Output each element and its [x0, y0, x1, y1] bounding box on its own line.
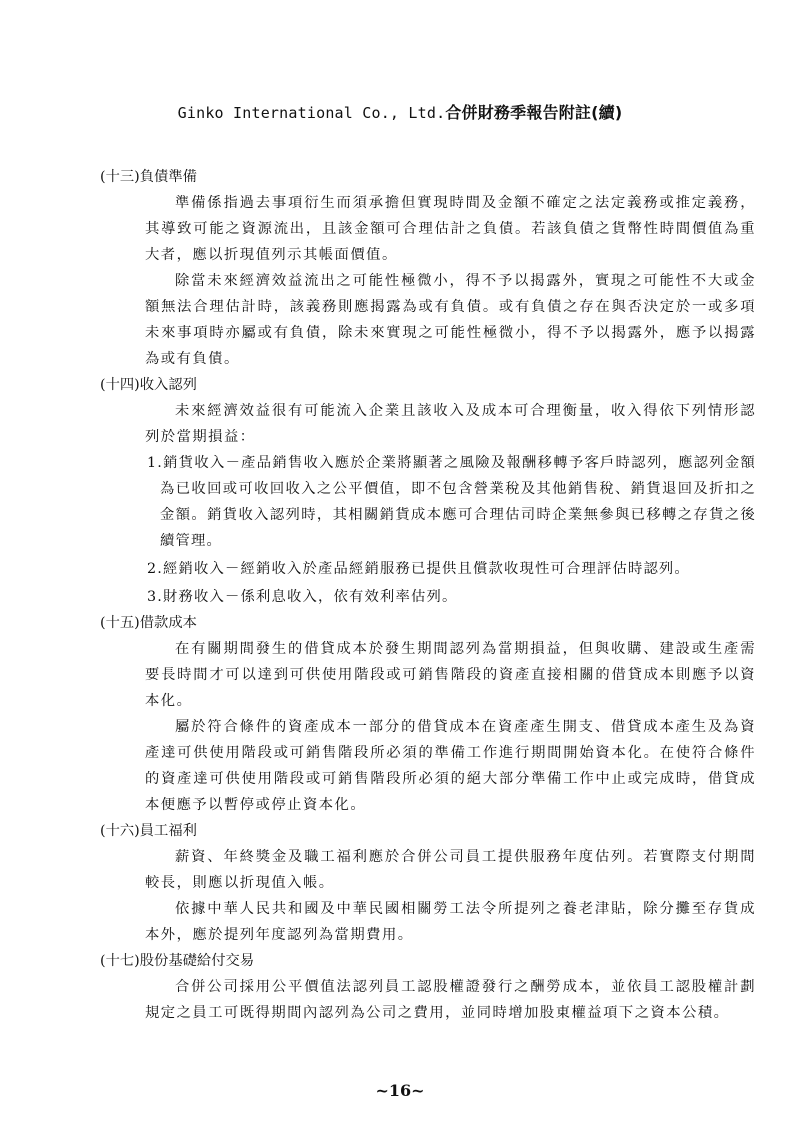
page-header [0, 100, 800, 123]
paragraph: 準備係指過去事項衍生而須承擔但實現時間及金額不確定之法定義務或推定義務，其導致可能之資源流出，且該金額可合理估計之負債。若該負債之貨幣性時間價值為重大者，應以折現值列示其帳面價值。 [145, 195, 756, 263]
section-borrowing-costs [100, 610, 756, 818]
section-provisions [100, 164, 756, 372]
paragraph: 薪資、年終獎金及職工福利應於合併公司員工提供服務年度估列。若實際支付期間較長，則應以折現值入帳。 [145, 849, 756, 891]
header-title: 合併財務季報告附註(續) [445, 103, 623, 122]
list-item: 1.銷貨收入－產品銷售收入應於企業將顯著之風險及報酬移轉予客戶時認列，應認列金額為已收回或可收回收入之公平價值，即不包含營業稅及其他銷售稅、銷貨退回及折扣之金額。銷貨收入認列時，其相關銷貨成本應可合理估司時企業無參與已移轉之存貨之後續管理。 [147, 455, 756, 549]
paragraph: 未來經濟效益很有可能流入企業且該收入及成本可合理衡量，收入得依下列情形認列於當期損益： [145, 403, 756, 445]
company-name: Ginko International Co., Ltd. [177, 104, 446, 122]
paragraph: 合併公司採用公平價值法認列員工認股權證發行之酬勞成本，並依員工認股權計劃規定之員工可既得期間內認列為公司之費用，並同時增加股東權益項下之資本公積。 [145, 979, 756, 1021]
section-heading: (十四)收入認列 [100, 377, 197, 393]
paragraph: 屬於符合條件的資產成本一部分的借貸成本在資產產生開支、借貸成本產生及為資產達可供使用階段或可銷售階段所必須的準備工作進行期間開始資本化。在使符合條件的資產達可供使用階段或可銷售階段所必須的絕大部分準備工作中止或完成時，借貸成本便應予以暫停或停止資本化。 [145, 719, 756, 813]
section-employee-benefits [100, 818, 756, 948]
list-item: 2.經銷收入－經銷收入於產品經銷服務已提供且償款收現性可合理評估時認列。 [147, 561, 690, 577]
document-body [100, 164, 756, 1026]
section-heading: (十五)借款成本 [100, 615, 197, 631]
section-heading: (十七)股份基礎給付交易 [100, 953, 255, 969]
paragraph: 除當未來經濟效益流出之可能性極微小，得不予以揭露外，實現之可能性不大或金額無法合理估計時，該義務則應揭露為或有負債。或有負債之存在與否決定於一或多項未來事項時亦屬或有負債，除未來實現之可能性極微小，得不予以揭露外，應予以揭露為或有負債。 [145, 273, 756, 367]
section-share-based-payment [100, 948, 756, 1026]
list-item: 3.財務收入－係利息收入，依有效利率估列。 [147, 589, 458, 605]
section-heading: (十六)員工福利 [100, 823, 197, 839]
paragraph: 在有關期間發生的借貸成本於發生期間認列為當期損益，但與收購、建設或生產需要長時間才可以達到可供使用階段或可銷售階段的資產直接相關的借貸成本則應予以資本化。 [145, 641, 756, 709]
section-heading: (十三)負債準備 [100, 169, 197, 185]
section-revenue-recognition [100, 372, 756, 610]
page-number: ~16~ [375, 1081, 425, 1100]
paragraph: 依據中華人民共和國及中華民國相關勞工法令所提列之養老津貼，除分攤至存貨成本外，應於提列年度認列為當期費用。 [145, 901, 756, 943]
